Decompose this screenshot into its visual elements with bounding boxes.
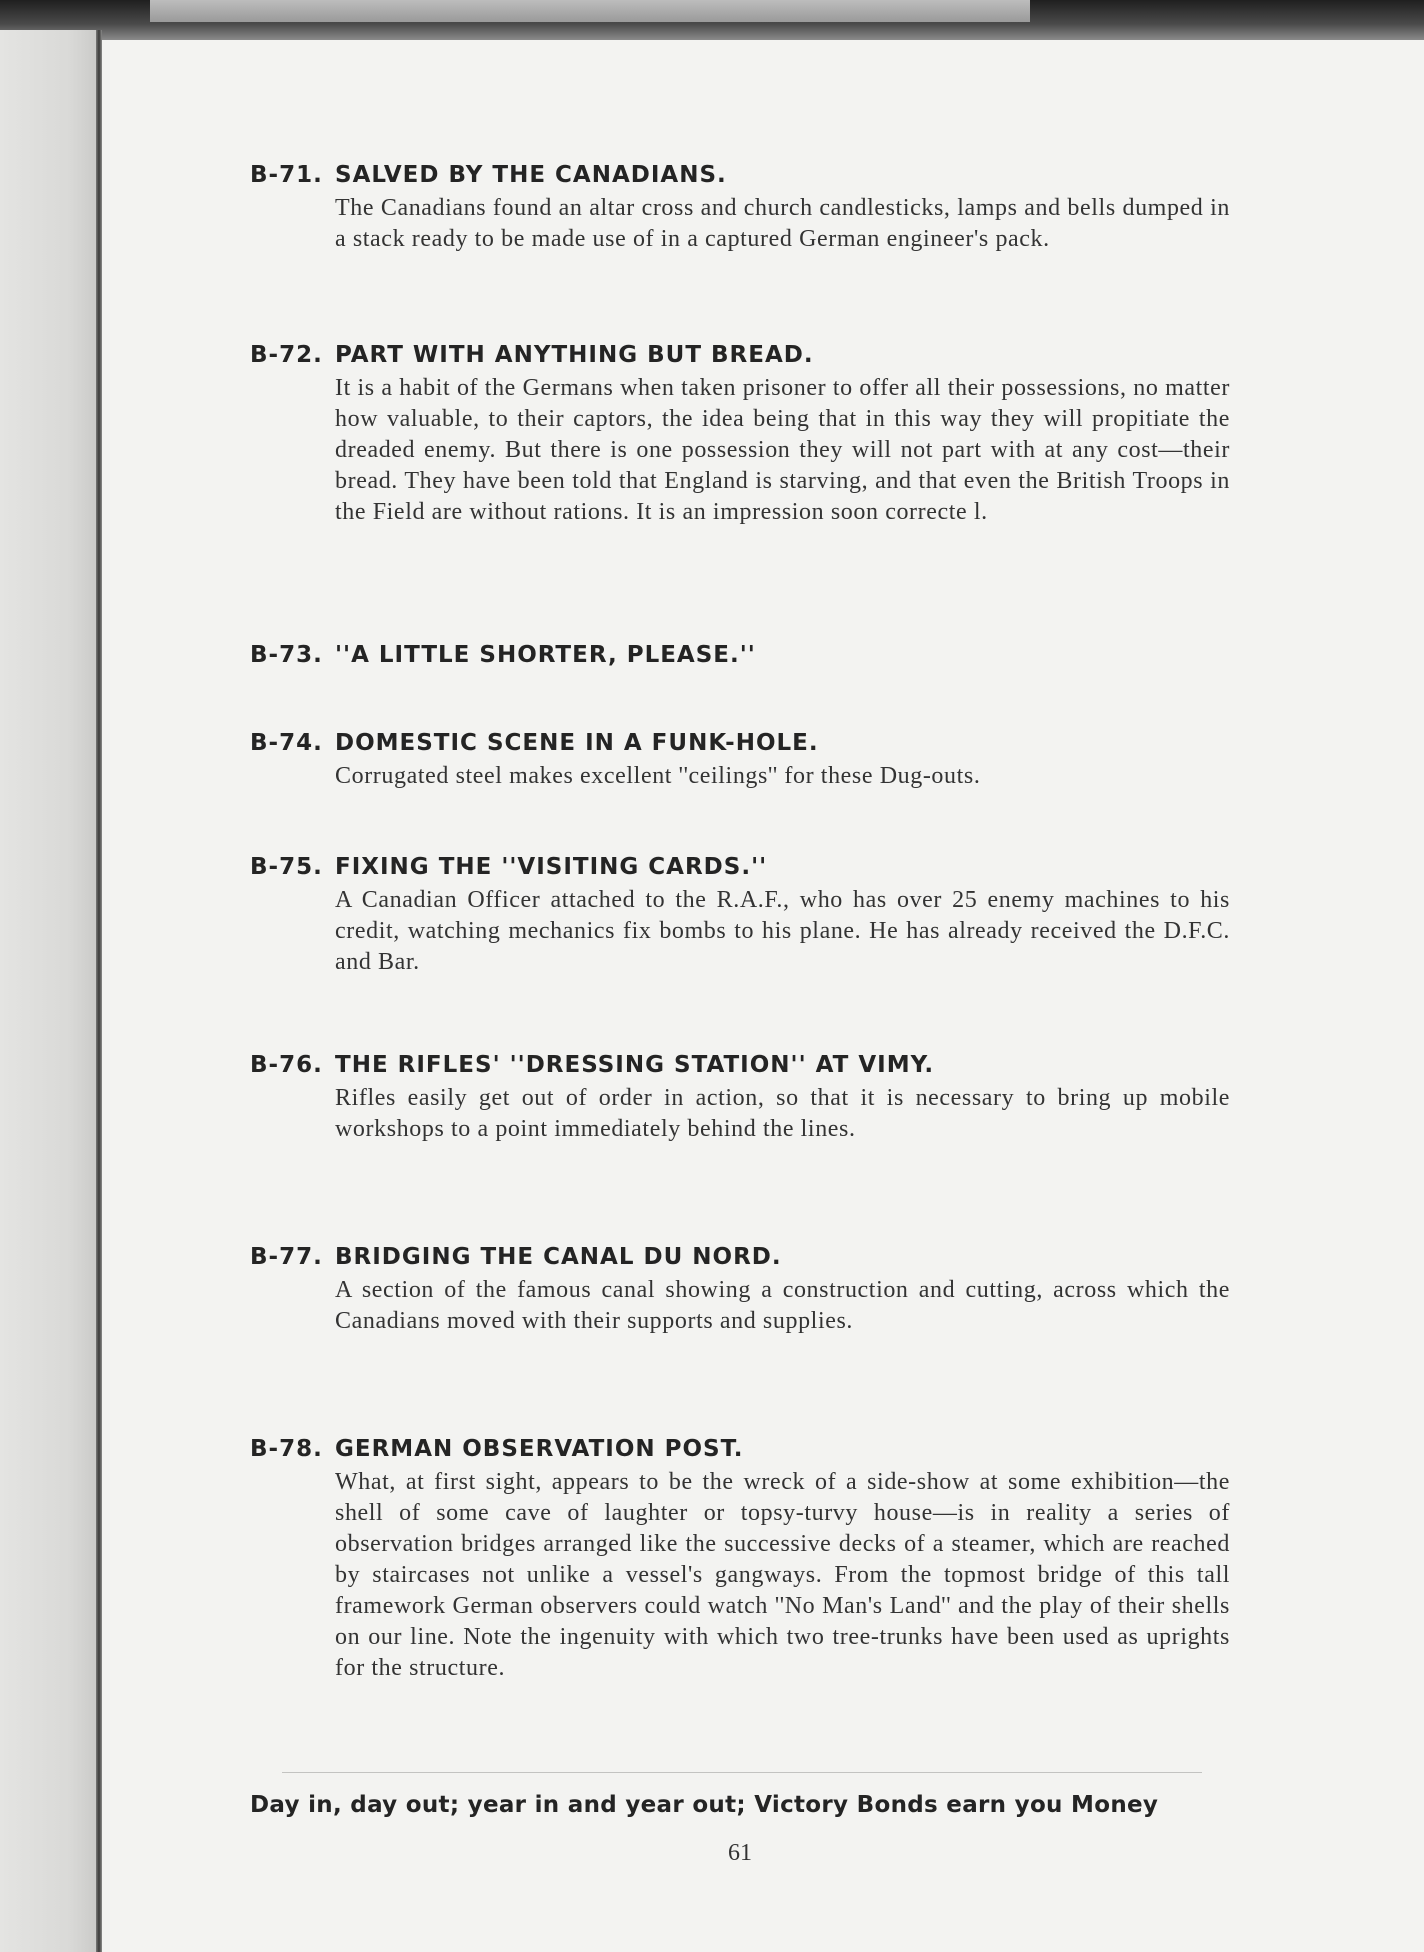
entry-code: B-72.	[250, 342, 323, 368]
entry-description: A Canadian Officer attached to the R.A.F., who has over 25 enemy machines to his credit, watching mechanics fix bombs to his plane. He has already received the D.F.C. and Bar.	[335, 887, 1230, 975]
entry-heading	[250, 160, 1230, 190]
entry-code: B-77.	[250, 1244, 323, 1270]
entry-description: It is a habit of the Germans when taken prisoner to offer all their possessions, no matter how valuable, to their captors, the idea being that in this way they will propitiate the dreaded enemy. But there is one possession they will not part with at any cost—their bread. They have been told that England is starving, and that even the British Troops in the Field are without rations. It is an impression soon correcte l.	[335, 375, 1230, 525]
entry-b74	[250, 728, 1230, 792]
entry-heading	[250, 1242, 1230, 1272]
scan-top-highlight	[150, 0, 1030, 22]
entry-title: ''A LITTLE SHORTER, PLEASE.''	[335, 642, 756, 668]
entry-heading	[250, 640, 1230, 670]
entry-code: B-76.	[250, 1052, 323, 1078]
entry-title: SALVED BY THE CANADIANS.	[335, 162, 727, 188]
entry-title: DOMESTIC SCENE IN A FUNK-HOLE.	[335, 730, 819, 756]
entry-heading	[250, 728, 1230, 758]
entry-code: B-78.	[250, 1436, 323, 1462]
entry-heading	[250, 1050, 1230, 1080]
entry-b71	[250, 160, 1230, 255]
entry-title: FIXING THE ''VISITING CARDS.''	[335, 854, 768, 880]
footer-divider	[282, 1772, 1202, 1773]
entry-description: Corrugated steel makes excellent ''ceilings'' for these Dug-outs.	[335, 763, 981, 789]
entry-description: Rifles easily get out of order in action, so that it is necessary to bring up mobile workshops to a point immediately behind the lines.	[335, 1085, 1230, 1142]
entry-title: PART WITH ANYTHING BUT BREAD.	[335, 342, 814, 368]
entry-title: BRIDGING THE CANAL DU NORD.	[335, 1244, 782, 1270]
entry-title: THE RIFLES' ''DRESSING STATION'' AT VIMY.	[335, 1052, 935, 1078]
entry-heading	[250, 852, 1230, 882]
entry-b77	[250, 1242, 1230, 1337]
footer-slogan: Day in, day out; year in and year out; Victory Bonds earn you Money	[250, 1792, 1159, 1818]
entry-b75	[250, 852, 1230, 978]
entry-description: The Canadians found an altar cross and church candlesticks, lamps and bells dumped in a stack ready to be made use of in a captured German engineer's pack.	[335, 195, 1230, 252]
facing-page-edge	[0, 30, 100, 1952]
entry-b78	[250, 1434, 1230, 1684]
entry-heading	[250, 1434, 1230, 1464]
page-number: 61	[728, 1840, 752, 1866]
entry-heading	[250, 340, 1230, 370]
entry-b72	[250, 340, 1230, 528]
entry-description: A section of the famous canal showing a construction and cutting, across which the Canadians moved with their supports and supplies.	[335, 1277, 1230, 1334]
entry-code: B-74.	[250, 730, 323, 756]
entry-description: What, at first sight, appears to be the wreck of a side-show at some exhibition—the shell of some cave of laughter or topsy-turvy house—is in reality a series of observation bridges arranged like the successive decks of a steamer, which are reached by staircases not unlike a vessel's gangways. From the topmost bridge of this tall framework German observers could watch ''No Man's Land'' and the play of their shells on our line. Note the ingenuity with which two tree-trunks have been used as uprights for the structure.	[335, 1469, 1230, 1681]
entry-b73	[250, 640, 1230, 670]
entry-b76	[250, 1050, 1230, 1145]
entry-code: B-73.	[250, 642, 323, 668]
entry-code: B-71.	[250, 162, 323, 188]
entry-code: B-75.	[250, 854, 323, 880]
entry-title: GERMAN OBSERVATION POST.	[335, 1436, 744, 1462]
